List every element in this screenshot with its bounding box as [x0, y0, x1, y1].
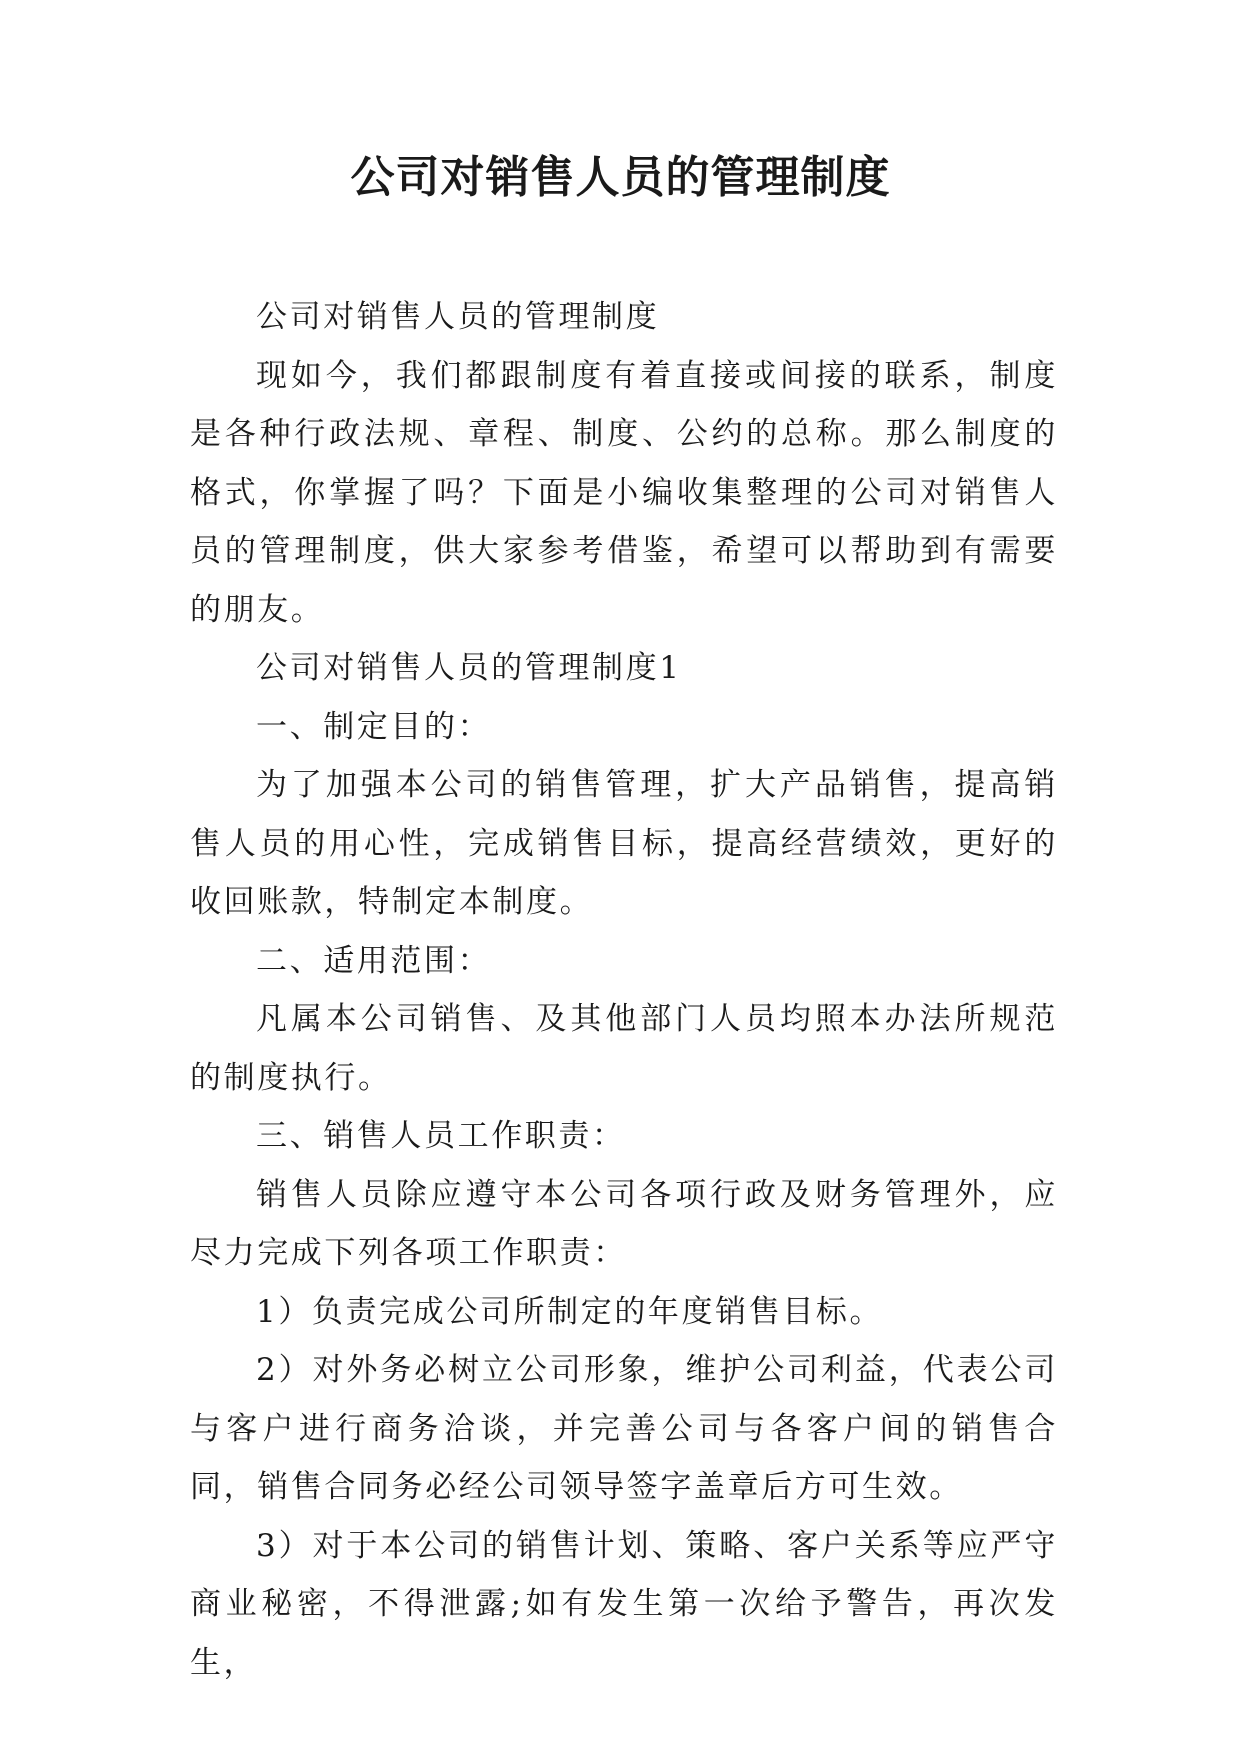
document-body [190, 288, 1058, 1692]
paragraph-duty-3: 3）对于本公司的销售计划、策略、客户关系等应严守商业秘密，不得泄露;如有发生第一次给予警告，再次发生， [190, 1527, 1058, 1681]
paragraph-intro: 现如今，我们都跟制度有着直接或间接的联系，制度是各种行政法规、章程、制度、公约的总称。那么制度的格式，你掌握了吗？下面是小编收集整理的公司对销售人员的管理制度，供大家参考借鉴，希望可以帮助到有需要的朋友。 [190, 357, 1058, 628]
paragraph-duty-1: 1）负责完成公司所制定的年度销售目标。 [256, 1293, 884, 1330]
paragraph-section-title: 公司对销售人员的管理制度1 [256, 650, 682, 686]
paragraph-heading-duties: 三、销售人员工作职责： [256, 1118, 626, 1154]
paragraph-purpose: 为了加强本公司的销售管理，扩大产品销售，提高销售人员的用心性，完成销售目标，提高经营绩效，更好的收回账款，特制定本制度。 [190, 767, 1058, 920]
paragraph-duty-2: 2）对外务必树立公司形象，维护公司利益，代表公司与客户进行商务洽谈，并完善公司与各客户间的销售合同，销售合同务必经公司领导签字盖章后方可生效。 [190, 1352, 1058, 1505]
paragraph-heading-repeat: 公司对销售人员的管理制度 [256, 299, 660, 335]
paragraph-heading-scope: 二、适用范围： [256, 942, 492, 979]
paragraph-heading-purpose: 一、制定目的： [256, 708, 492, 745]
paragraph-scope: 凡属本公司销售、及其他部门人员均照本办法所规范的制度执行。 [190, 1001, 1058, 1096]
paragraph-duties-intro: 销售人员除应遵守本公司各项行政及财务管理外，应尽力完成下列各项工作职责： [190, 1176, 1058, 1271]
document-title: 公司对销售人员的管理制度 [350, 152, 891, 203]
